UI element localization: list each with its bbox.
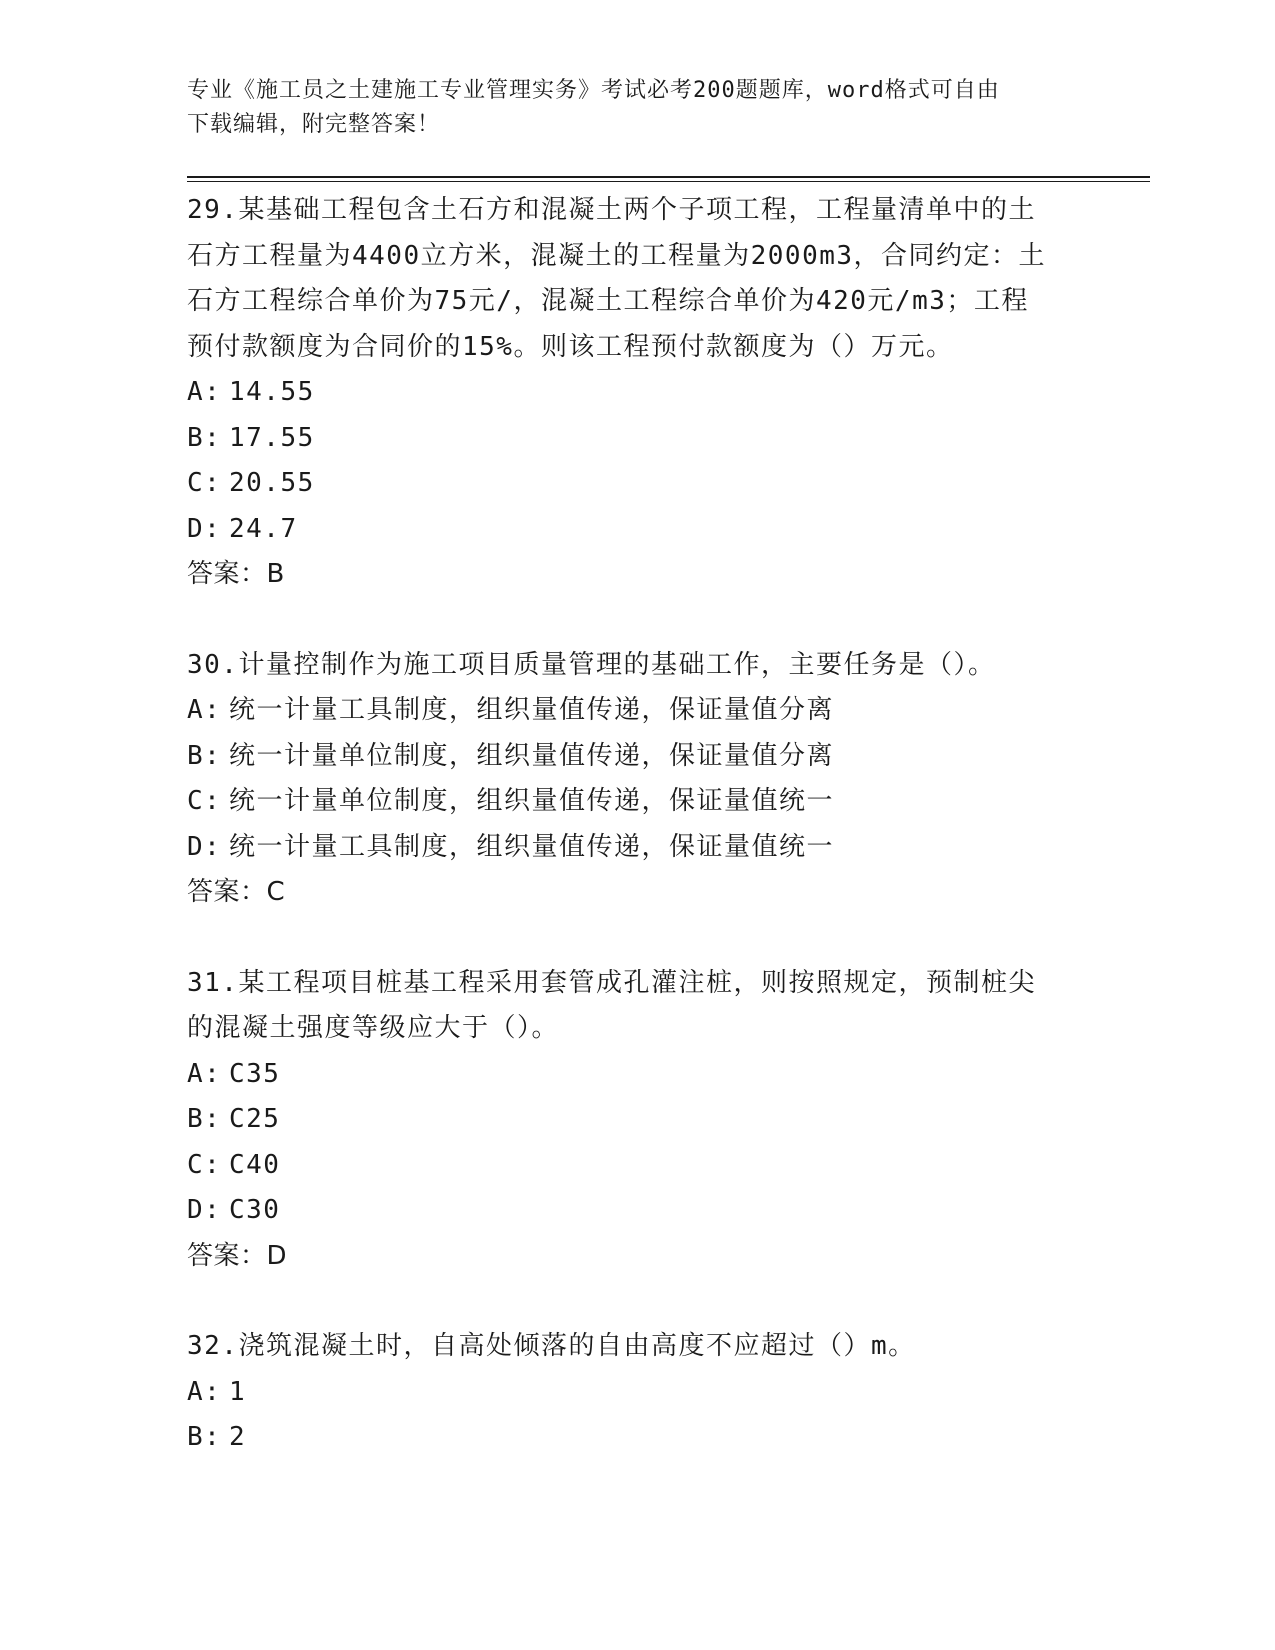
question-32 — [187, 1324, 1087, 1461]
option-a — [187, 370, 1087, 416]
option-c — [187, 1143, 1087, 1189]
question-stem — [187, 1324, 1087, 1370]
answer-line: 答案：C — [187, 877, 286, 907]
option-b — [187, 416, 1087, 462]
header-line-2: 下载编辑，附完整答案！ — [187, 112, 441, 137]
option-a — [187, 1052, 1087, 1098]
option-c — [187, 779, 1087, 825]
option-letter: B: — [187, 422, 222, 453]
option-letter: B: — [187, 1422, 222, 1452]
option-letter: D: — [187, 1195, 222, 1225]
question-stem-line: 30.计量控制作为施工项目质量管理的基础工作，主要任务是（）。 — [187, 649, 996, 680]
option-letter: C: — [187, 468, 222, 498]
option-text: 24.7 — [229, 513, 298, 544]
option-letter: D: — [187, 513, 222, 544]
option-d — [187, 1188, 1087, 1234]
question-stem-line: 的混凝土强度等级应大于（）。 — [187, 1013, 560, 1043]
option-letter: A: — [187, 1058, 222, 1089]
question-stem-line: 石方工程综合单价为75元/，混凝土工程综合单价为420元/m3；工程 — [187, 286, 1029, 316]
answer-line: 答案：D — [187, 1240, 288, 1271]
option-b — [187, 734, 1087, 780]
option-letter: A: — [187, 377, 222, 407]
question-31 — [187, 961, 1087, 1280]
option-text: C25 — [229, 1104, 281, 1134]
option-d — [187, 825, 1087, 871]
header-divider-thick — [187, 176, 1150, 178]
question-spacer — [187, 1279, 1087, 1324]
option-letter: C: — [187, 786, 222, 816]
question-stem — [187, 961, 1087, 1052]
question-spacer — [187, 916, 1087, 961]
question-30 — [187, 643, 1087, 916]
question-stem-line: 32.浇筑混凝土时，自高处倾落的自由高度不应超过（）m。 — [187, 1331, 916, 1361]
option-letter: B: — [187, 740, 222, 771]
option-d — [187, 507, 1087, 553]
option-b — [187, 1097, 1087, 1143]
option-text: 14.55 — [229, 377, 315, 407]
option-text: 统一计量工具制度，组织量值传递，保证量值统一 — [229, 831, 835, 862]
header-line-1: 专业《施工员之土建施工专业管理实务》考试必考200题题库，word格式可自由 — [187, 78, 1000, 103]
option-c — [187, 461, 1087, 507]
option-text: C30 — [229, 1195, 281, 1225]
header-divider-thin — [187, 181, 1150, 182]
question-stem-line: 31.某工程项目桩基工程采用套管成孔灌注桩，则按照规定，预制桩尖 — [187, 967, 1036, 998]
option-text: 2 — [229, 1422, 247, 1452]
option-letter: A: — [187, 1376, 222, 1407]
option-letter: D: — [187, 831, 222, 862]
option-letter: B: — [187, 1104, 222, 1134]
question-stem-line: 石方工程量为4400立方米，混凝土的工程量为2000m3，合同约定：土 — [187, 240, 1047, 271]
question-spacer — [187, 598, 1087, 643]
option-text: C40 — [229, 1149, 281, 1180]
question-stem-line: 29.某基础工程包含土石方和混凝土两个子项工程，工程量清单中的土 — [187, 195, 1036, 225]
option-b — [187, 1415, 1087, 1461]
option-text: 1 — [229, 1376, 247, 1407]
option-a — [187, 1370, 1087, 1416]
option-letter: A: — [187, 695, 222, 725]
option-text: 17.55 — [229, 422, 315, 453]
option-text: C35 — [229, 1058, 281, 1089]
option-text: 统一计量单位制度，组织量值传递，保证量值分离 — [229, 740, 835, 771]
question-list — [187, 188, 1087, 1461]
question-stem-line: 预付款额度为合同价的15%。则该工程预付款额度为（）万元。 — [187, 331, 954, 362]
option-text: 统一计量单位制度，组织量值传递，保证量值统一 — [229, 786, 835, 816]
option-letter: C: — [187, 1149, 222, 1180]
question-stem — [187, 643, 1087, 689]
question-29 — [187, 188, 1087, 598]
document-header — [187, 74, 1087, 142]
answer-line: 答案：B — [187, 559, 285, 589]
question-stem — [187, 188, 1087, 370]
option-text: 统一计量工具制度，组织量值传递，保证量值分离 — [229, 695, 835, 725]
option-a — [187, 688, 1087, 734]
option-text: 20.55 — [229, 468, 315, 498]
